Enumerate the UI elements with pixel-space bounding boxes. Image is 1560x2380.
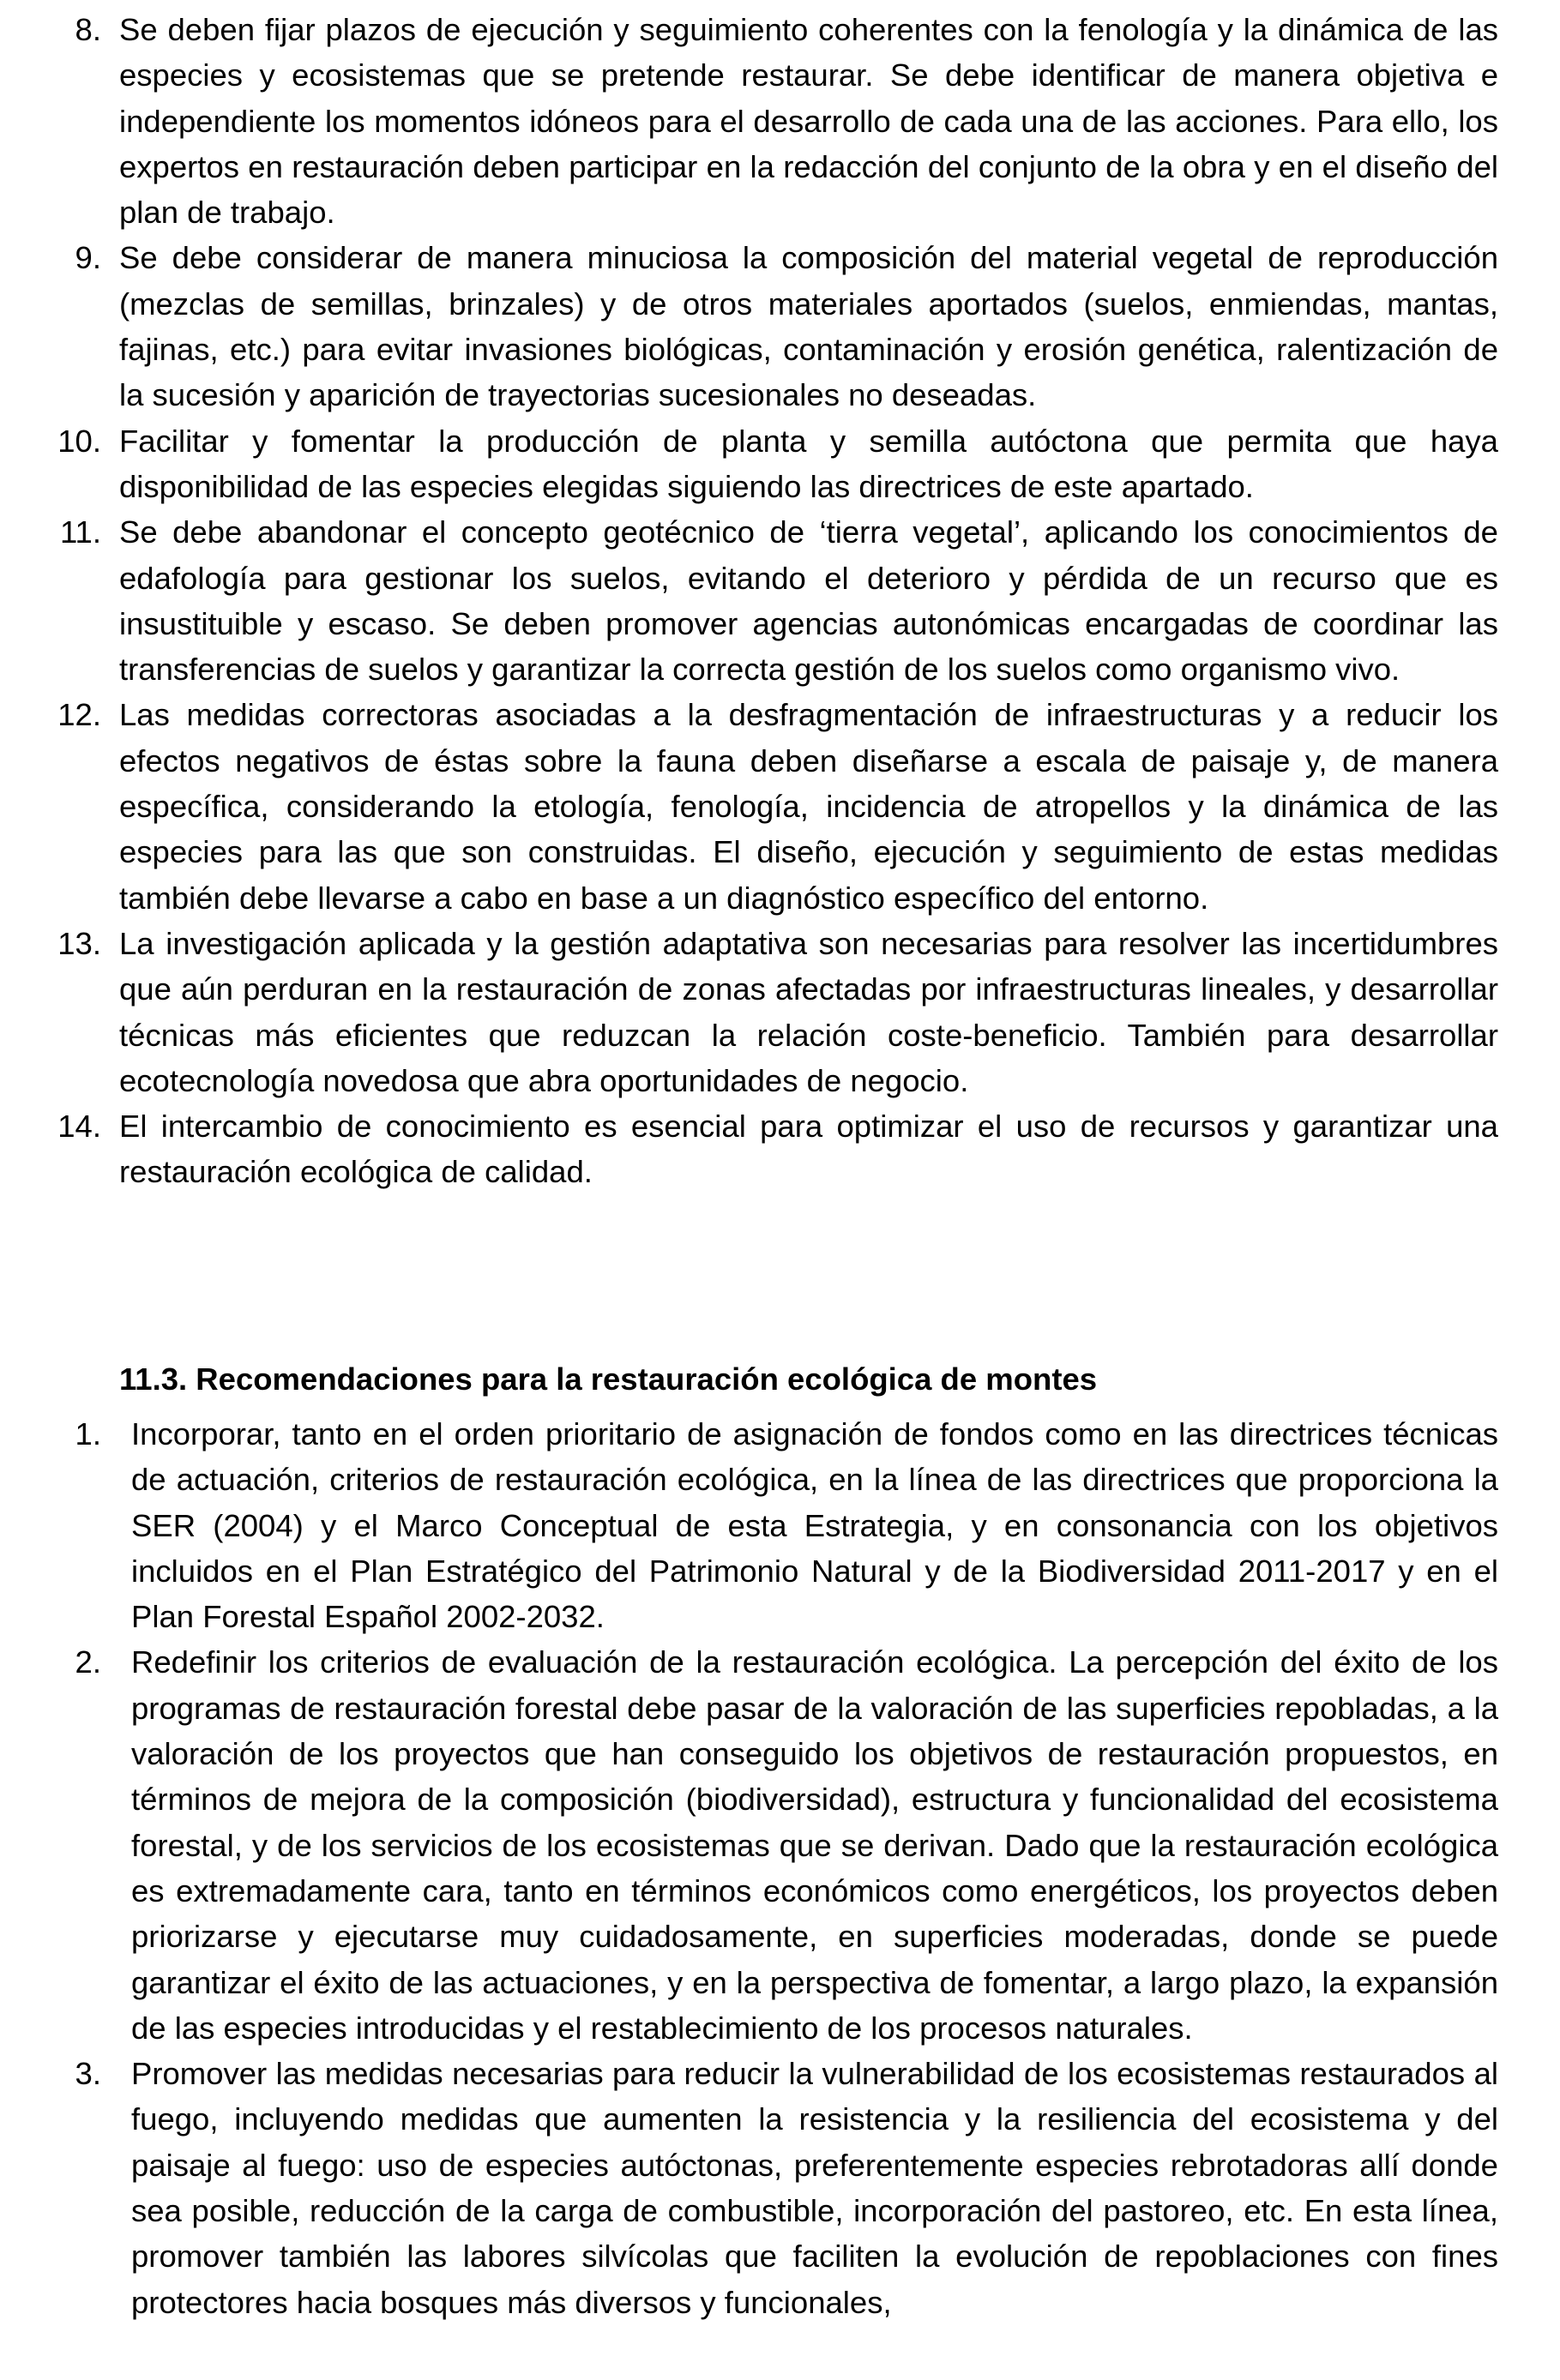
forest-restoration-recommendations-list: [0, 1411, 1560, 2325]
list-item: [0, 1411, 1560, 1639]
list-item: [0, 509, 1560, 692]
list-item-text: Incorporar, tanto en el orden prioritario de asignación de fondos como en las directrices técnicas de actuación, criterios de restauración ecológica, en la línea de las directrices que proporciona la SER (2004) y el Marco Conceptual de esta Estrategia, y en consonancia con los objetivos incluidos en el Plan Estratégico del Patrimonio Natural y de la Biodiversidad 2011-2017 y en el Plan Forestal Español 2002-2032.: [131, 1416, 1498, 1635]
list-item: [0, 7, 1560, 235]
list-item-number: 1.: [75, 1416, 101, 1451]
recommendations-list-continued: [0, 7, 1560, 1195]
list-item: [0, 2051, 1560, 2325]
list-item-text: Se debe abandonar el concepto geotécnico de ‘tierra vegetal’, aplicando los conocimientos de edafología para gestionar los suelos, evitando el deterioro y pérdida de un recurso que es insustituible y escaso. Se deben promover agencias autonómicas encargadas de coordinar las transferencias de suelos y garantizar la correcta gestión de los suelos como organismo vivo.: [119, 514, 1498, 688]
list-item: [0, 1639, 1560, 2051]
list-item-number: 2.: [75, 1644, 101, 1680]
list-item-number: 10.: [57, 423, 101, 459]
list-item-number: 14.: [57, 1109, 101, 1145]
list-item-number: 11.: [59, 514, 101, 550]
list-item-text: La investigación aplicada y la gestión adaptativa son necesarias para resolver las incertidumbres que aún perduran en la restauración de zonas afectadas por infraestructuras lineales, y desarrollar técnicas más eficientes que reduzcan la relación coste-beneficio. También para desarrollar ecotecnología novedosa que abra oportunidades de negocio.: [119, 925, 1498, 1098]
list-item-text: Las medidas correctoras asociadas a la desfragmentación de infraestructuras y a reducir los efectos negativos de éstas sobre la fauna deben diseñarse a escala de paisaje y, de manera específica, considerando la etología, fenología, incidencia de atropellos y la dinámica de las especies para las que son construidas. El diseño, ejecución y seguimiento de estas medidas también debe llevarse a cabo en base a un diagnóstico específico del entorno.: [119, 697, 1498, 916]
section-heading: 11.3. Recomendaciones para la restauración ecológica de montes: [119, 1361, 1098, 1397]
list-item: [0, 921, 1560, 1103]
list-item-text: Redefinir los criterios de evaluación de la restauración ecológica. La percepción del éxito de los programas de restauración forestal debe pasar de la valoración de las superficies repobladas, a la valoración de los proyectos que han conseguido los objetivos de restauración propuestos, en términos de mejora de la composición (biodiversidad), estructura y funcionalidad del ecosistema forestal, y de los servicios de los ecosistemas que se derivan. Dado que la restauración ecológica es extremadamente cara, tanto en términos económicos como energéticos, los proyectos deben priorizarse y ejecutarse muy cuidadosamente, en superficies moderadas, donde se puede garantizar el éxito de las actuaciones, y en la perspectiva de fomentar, a largo plazo, la expansión de las especies introducidas y el restablecimiento de los procesos naturales.: [131, 1644, 1498, 2046]
list-item-text: Se deben fijar plazos de ejecución y seguimiento coherentes con la fenología y la dinámica de las especies y ecosistemas que se pretende restaurar. Se debe identificar de manera objetiva e independiente los momentos idóneos para el desarrollo de cada una de las acciones. Para ello, los expertos en restauración deben participar en la redacción del conjunto de la obra y en el diseño del plan de trabajo.: [119, 12, 1498, 231]
list-item-text: El intercambio de conocimiento es esencial para optimizar el uso de recursos y garantizar una restauración ecológica de calidad.: [119, 1109, 1498, 1190]
list-item-number: 12.: [57, 697, 101, 733]
list-item-number: 13.: [57, 925, 101, 961]
list-item: [0, 235, 1560, 418]
list-item-text: Se debe considerar de manera minuciosa la composición del material vegetal de reproducción (mezclas de semillas, brinzales) y de otros materiales aportados (suelos, enmiendas, mantas, fajinas, etc.) para evitar invasiones biológicas, contaminación y erosión genética, ralentización de la sucesión y aparición de trayectorias sucesionales no deseadas.: [119, 240, 1498, 413]
list-item-number: 3.: [75, 2056, 101, 2092]
list-item: [0, 418, 1560, 510]
list-item-number: 9.: [75, 240, 101, 276]
list-item-text: Facilitar y fomentar la producción de planta y semilla autóctona que permita que haya disponibilidad de las especies elegidas siguiendo las directrices de este apartado.: [119, 423, 1498, 504]
list-item-number: 8.: [75, 12, 101, 47]
list-item: [0, 692, 1560, 920]
list-item: [0, 1103, 1560, 1195]
list-item-text: Promover las medidas necesarias para reducir la vulnerabilidad de los ecosistemas restaurados al fuego, incluyendo medidas que aumenten la resistencia y la resiliencia del ecosistema y del paisaje al fuego: uso de especies autóctonas, preferentemente especies rebrotadoras allí donde sea posible, reducción de la carga de combustible, incorporación del pastoreo, etc. En esta línea, promover también las labores silvícolas que faciliten la evolución de repoblaciones con fines protectores hacia bosques más diversos y funcionales,: [131, 2056, 1498, 2320]
